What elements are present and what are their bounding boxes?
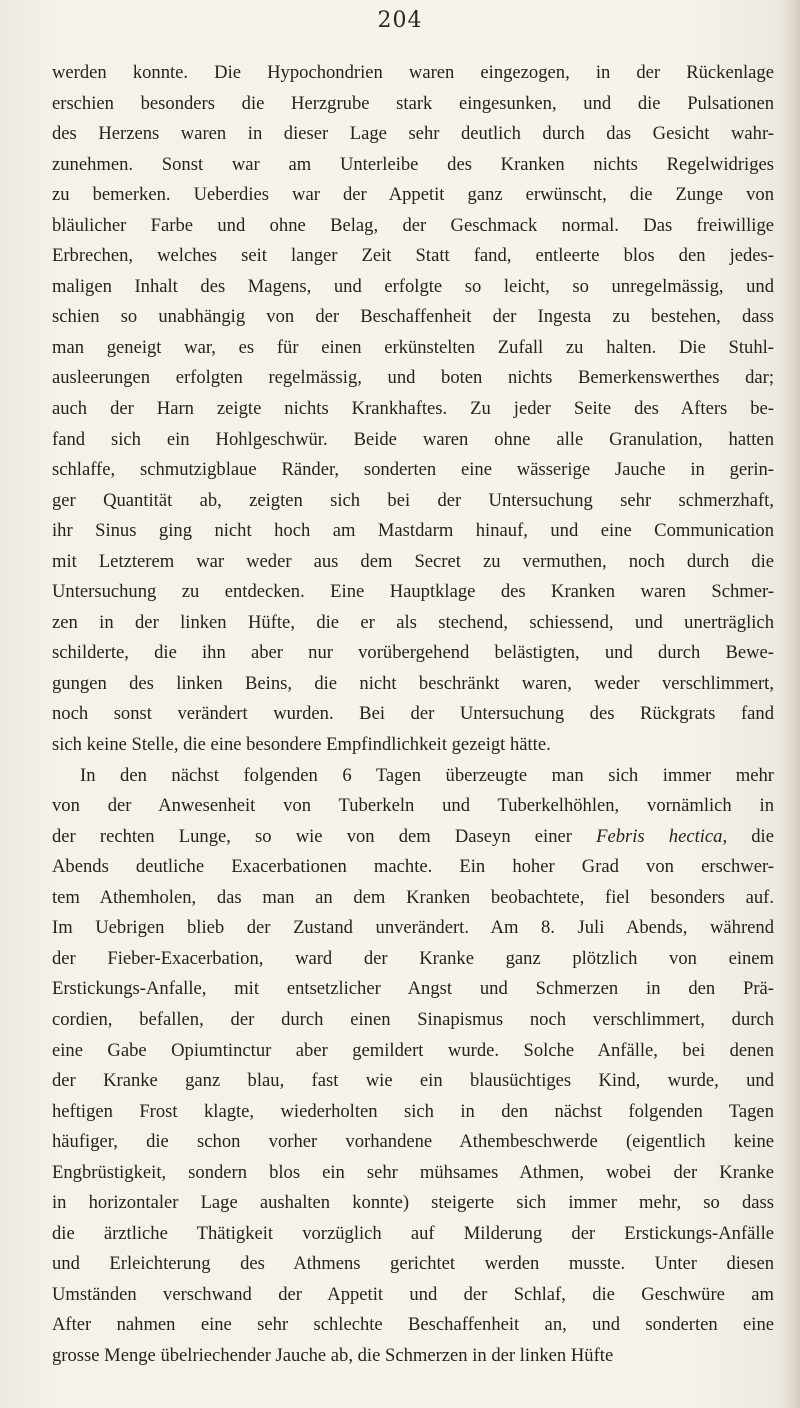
text-line bbox=[52, 241, 774, 272]
line-text: In den nächst folgenden 6 Tagen überzeugte man sich immer mehr bbox=[80, 764, 774, 786]
text-line bbox=[52, 272, 774, 303]
line-text: heftigen Frost klagte, wiederholten sich in den nächst folgenden Tagen bbox=[52, 1100, 774, 1122]
text-line bbox=[52, 730, 774, 761]
line-text: mit Letzterem war weder aus dem Secret zu vermuthen, noch durch die bbox=[52, 550, 774, 572]
text-line bbox=[52, 333, 774, 364]
text-line bbox=[52, 1036, 774, 1067]
line-text: häufiger, die schon vorher vorhandene Athembeschwerde (eigentlich keine bbox=[52, 1131, 774, 1153]
text-line bbox=[52, 1097, 774, 1128]
text-line bbox=[52, 791, 774, 822]
line-text: Umständen verschwand der Appetit und der Schlaf, die Geschwüre am bbox=[52, 1283, 774, 1305]
line-text: schien so unabhängig von der Beschaffenheit der Ingesta zu bestehen, dass bbox=[52, 306, 774, 328]
italic-term: Febris hectica bbox=[596, 825, 723, 847]
text-line bbox=[52, 486, 774, 517]
text-line bbox=[52, 180, 774, 211]
page-edge-shadow bbox=[778, 0, 800, 1408]
line-text: zen in der linken Hüfte, die er als stechend, schiessend, und unerträglich bbox=[52, 611, 774, 633]
line-text: Erbrechen, welches seit langer Zeit Statt fand, entleerte blos den jedes- bbox=[52, 245, 774, 267]
line-text: bläulicher Farbe und ohne Belag, der Geschmack normal. Das freiwillige bbox=[52, 214, 774, 236]
line-text: maligen Inhalt des Magens, und erfolgte so leicht, so unregelmässig, und bbox=[52, 275, 774, 297]
text-line bbox=[52, 1219, 774, 1250]
line-text: sich keine Stelle, die eine besondere Empfindlichkeit gezeigt hätte. bbox=[52, 734, 551, 756]
text-line bbox=[52, 608, 774, 639]
text-line bbox=[52, 669, 774, 700]
line-text: von der Anwesenheit von Tuberkeln und Tuberkelhöhlen, vornämlich in bbox=[52, 795, 774, 817]
text-line bbox=[52, 58, 774, 89]
text-line bbox=[52, 547, 774, 578]
line-text: man geneigt war, es für einen erkünstelten Zufall zu halten. Die Stuhl- bbox=[52, 336, 774, 358]
line-text: in horizontaler Lage aushalten konnte) steigerte sich immer mehr, so dass bbox=[52, 1192, 774, 1214]
text-line bbox=[52, 455, 774, 486]
line-text: zu bemerken. Ueberdies war der Appetit ganz erwünscht, die Zunge von bbox=[52, 184, 774, 206]
text-line bbox=[52, 944, 774, 975]
text-line bbox=[52, 699, 774, 730]
line-text: ihr Sinus ging nicht hoch am Mastdarm hinauf, und eine Communication bbox=[52, 520, 774, 542]
text-line bbox=[52, 1188, 774, 1219]
line-text: eine Gabe Opiumtinctur aber gemildert wurde. Solche Anfälle, bei denen bbox=[52, 1039, 774, 1061]
text-line bbox=[52, 974, 774, 1005]
line-text: werden konnte. Die Hypochondrien waren eingezogen, in der Rückenlage bbox=[52, 62, 774, 83]
page-number: 204 bbox=[377, 8, 423, 33]
line-text: der Kranke ganz blau, fast wie ein blausüchtiges Kind, wurde, und bbox=[52, 1070, 774, 1092]
line-text: Erstickungs-Anfalle, mit entsetzlicher Angst und Schmerzen in den Prä- bbox=[52, 978, 774, 1000]
text-line bbox=[52, 1158, 774, 1189]
line-text: ausleerungen erfolgten regelmässig, und boten nichts Bemerkenswerthes dar; bbox=[52, 367, 774, 389]
text-line bbox=[52, 1127, 774, 1158]
line-text: die ärztliche Thätigkeit vorzüglich auf Milderung der Erstickungs-Anfälle bbox=[52, 1222, 774, 1244]
text-line bbox=[52, 89, 774, 120]
line-text: Im Uebrigen blieb der Zustand unverändert. Am 8. Juli Abends, während bbox=[52, 917, 774, 939]
text-line bbox=[52, 302, 774, 333]
text-line bbox=[52, 913, 774, 944]
text-line bbox=[52, 150, 774, 181]
text-line bbox=[52, 577, 774, 608]
paragraph-1 bbox=[52, 58, 774, 761]
line-text: des Herzens waren in dieser Lage sehr deutlich durch das Gesicht wahr- bbox=[52, 123, 774, 145]
line-text: Abends deutliche Exacerbationen machte. Ein hoher Grad von erschwer- bbox=[52, 856, 774, 878]
line-text: Untersuchung zu entdecken. Eine Hauptklage des Kranken waren Schmer- bbox=[52, 581, 774, 603]
text-line bbox=[52, 394, 774, 425]
paragraph-2 bbox=[52, 761, 774, 1372]
line-text: Engbrüstigkeit, sondern blos ein sehr mühsames Athmen, wobei der Kranke bbox=[52, 1161, 774, 1183]
line-text-continued: , die bbox=[722, 825, 774, 847]
text-line bbox=[52, 883, 774, 914]
text-line bbox=[52, 516, 774, 547]
line-text: auch der Harn zeigte nichts Krankhaftes. Zu jeder Seite des Afters be- bbox=[52, 398, 774, 420]
text-line bbox=[52, 1341, 774, 1372]
line-text: After nahmen eine sehr schlechte Beschaffenheit an, und sonderten eine bbox=[52, 1314, 774, 1336]
line-text: schlaffe, schmutzigblaue Ränder, sonderten eine wässerige Jauche in gerin- bbox=[52, 459, 774, 481]
line-text: ger Quantität ab, zeigten sich bei der Untersuchung sehr schmerzhaft, bbox=[52, 489, 774, 511]
text-line bbox=[52, 119, 774, 150]
text-line bbox=[52, 1249, 774, 1280]
text-line bbox=[52, 1066, 774, 1097]
line-text: noch sonst verändert wurden. Bei der Untersuchung des Rückgrats fand bbox=[52, 703, 774, 725]
line-text: schilderte, die ihn aber nur vorübergehend belästigten, und durch Bewe- bbox=[52, 642, 774, 664]
text-line bbox=[52, 363, 774, 394]
line-text: zunehmen. Sonst war am Unterleibe des Kranken nichts Regelwidriges bbox=[52, 153, 774, 175]
line-text: erschien besonders die Herzgrube stark eingesunken, und die Pulsationen bbox=[52, 92, 774, 114]
text-line bbox=[52, 425, 774, 456]
line-text: der rechten Lunge, so wie von dem Daseyn einer bbox=[52, 825, 597, 847]
page-body-text bbox=[52, 58, 774, 1372]
text-line bbox=[52, 638, 774, 669]
text-line bbox=[52, 1005, 774, 1036]
line-text: cordien, befallen, der durch einen Sinapismus noch verschlimmert, durch bbox=[52, 1008, 774, 1030]
line-text: und Erleichterung des Athmens gerichtet werden musste. Unter diesen bbox=[52, 1253, 774, 1275]
text-line bbox=[52, 822, 774, 853]
line-text: tem Athemholen, das man an dem Kranken beobachtete, fiel besonders auf. bbox=[52, 886, 774, 908]
line-text: gungen des linken Beins, die nicht beschränkt waren, weder verschlimmert, bbox=[52, 672, 774, 694]
text-line bbox=[52, 211, 774, 242]
line-text: fand sich ein Hohlgeschwür. Beide waren ohne alle Granulation, hatten bbox=[52, 428, 774, 450]
text-line bbox=[52, 852, 774, 883]
line-text: der Fieber-Exacerbation, ward der Kranke ganz plötzlich von einem bbox=[52, 947, 774, 969]
text-line bbox=[52, 1310, 774, 1341]
text-line bbox=[52, 761, 774, 792]
line-text: grosse Menge übelriechender Jauche ab, die Schmerzen in der linken Hüfte bbox=[52, 1344, 614, 1366]
text-line bbox=[52, 1280, 774, 1311]
